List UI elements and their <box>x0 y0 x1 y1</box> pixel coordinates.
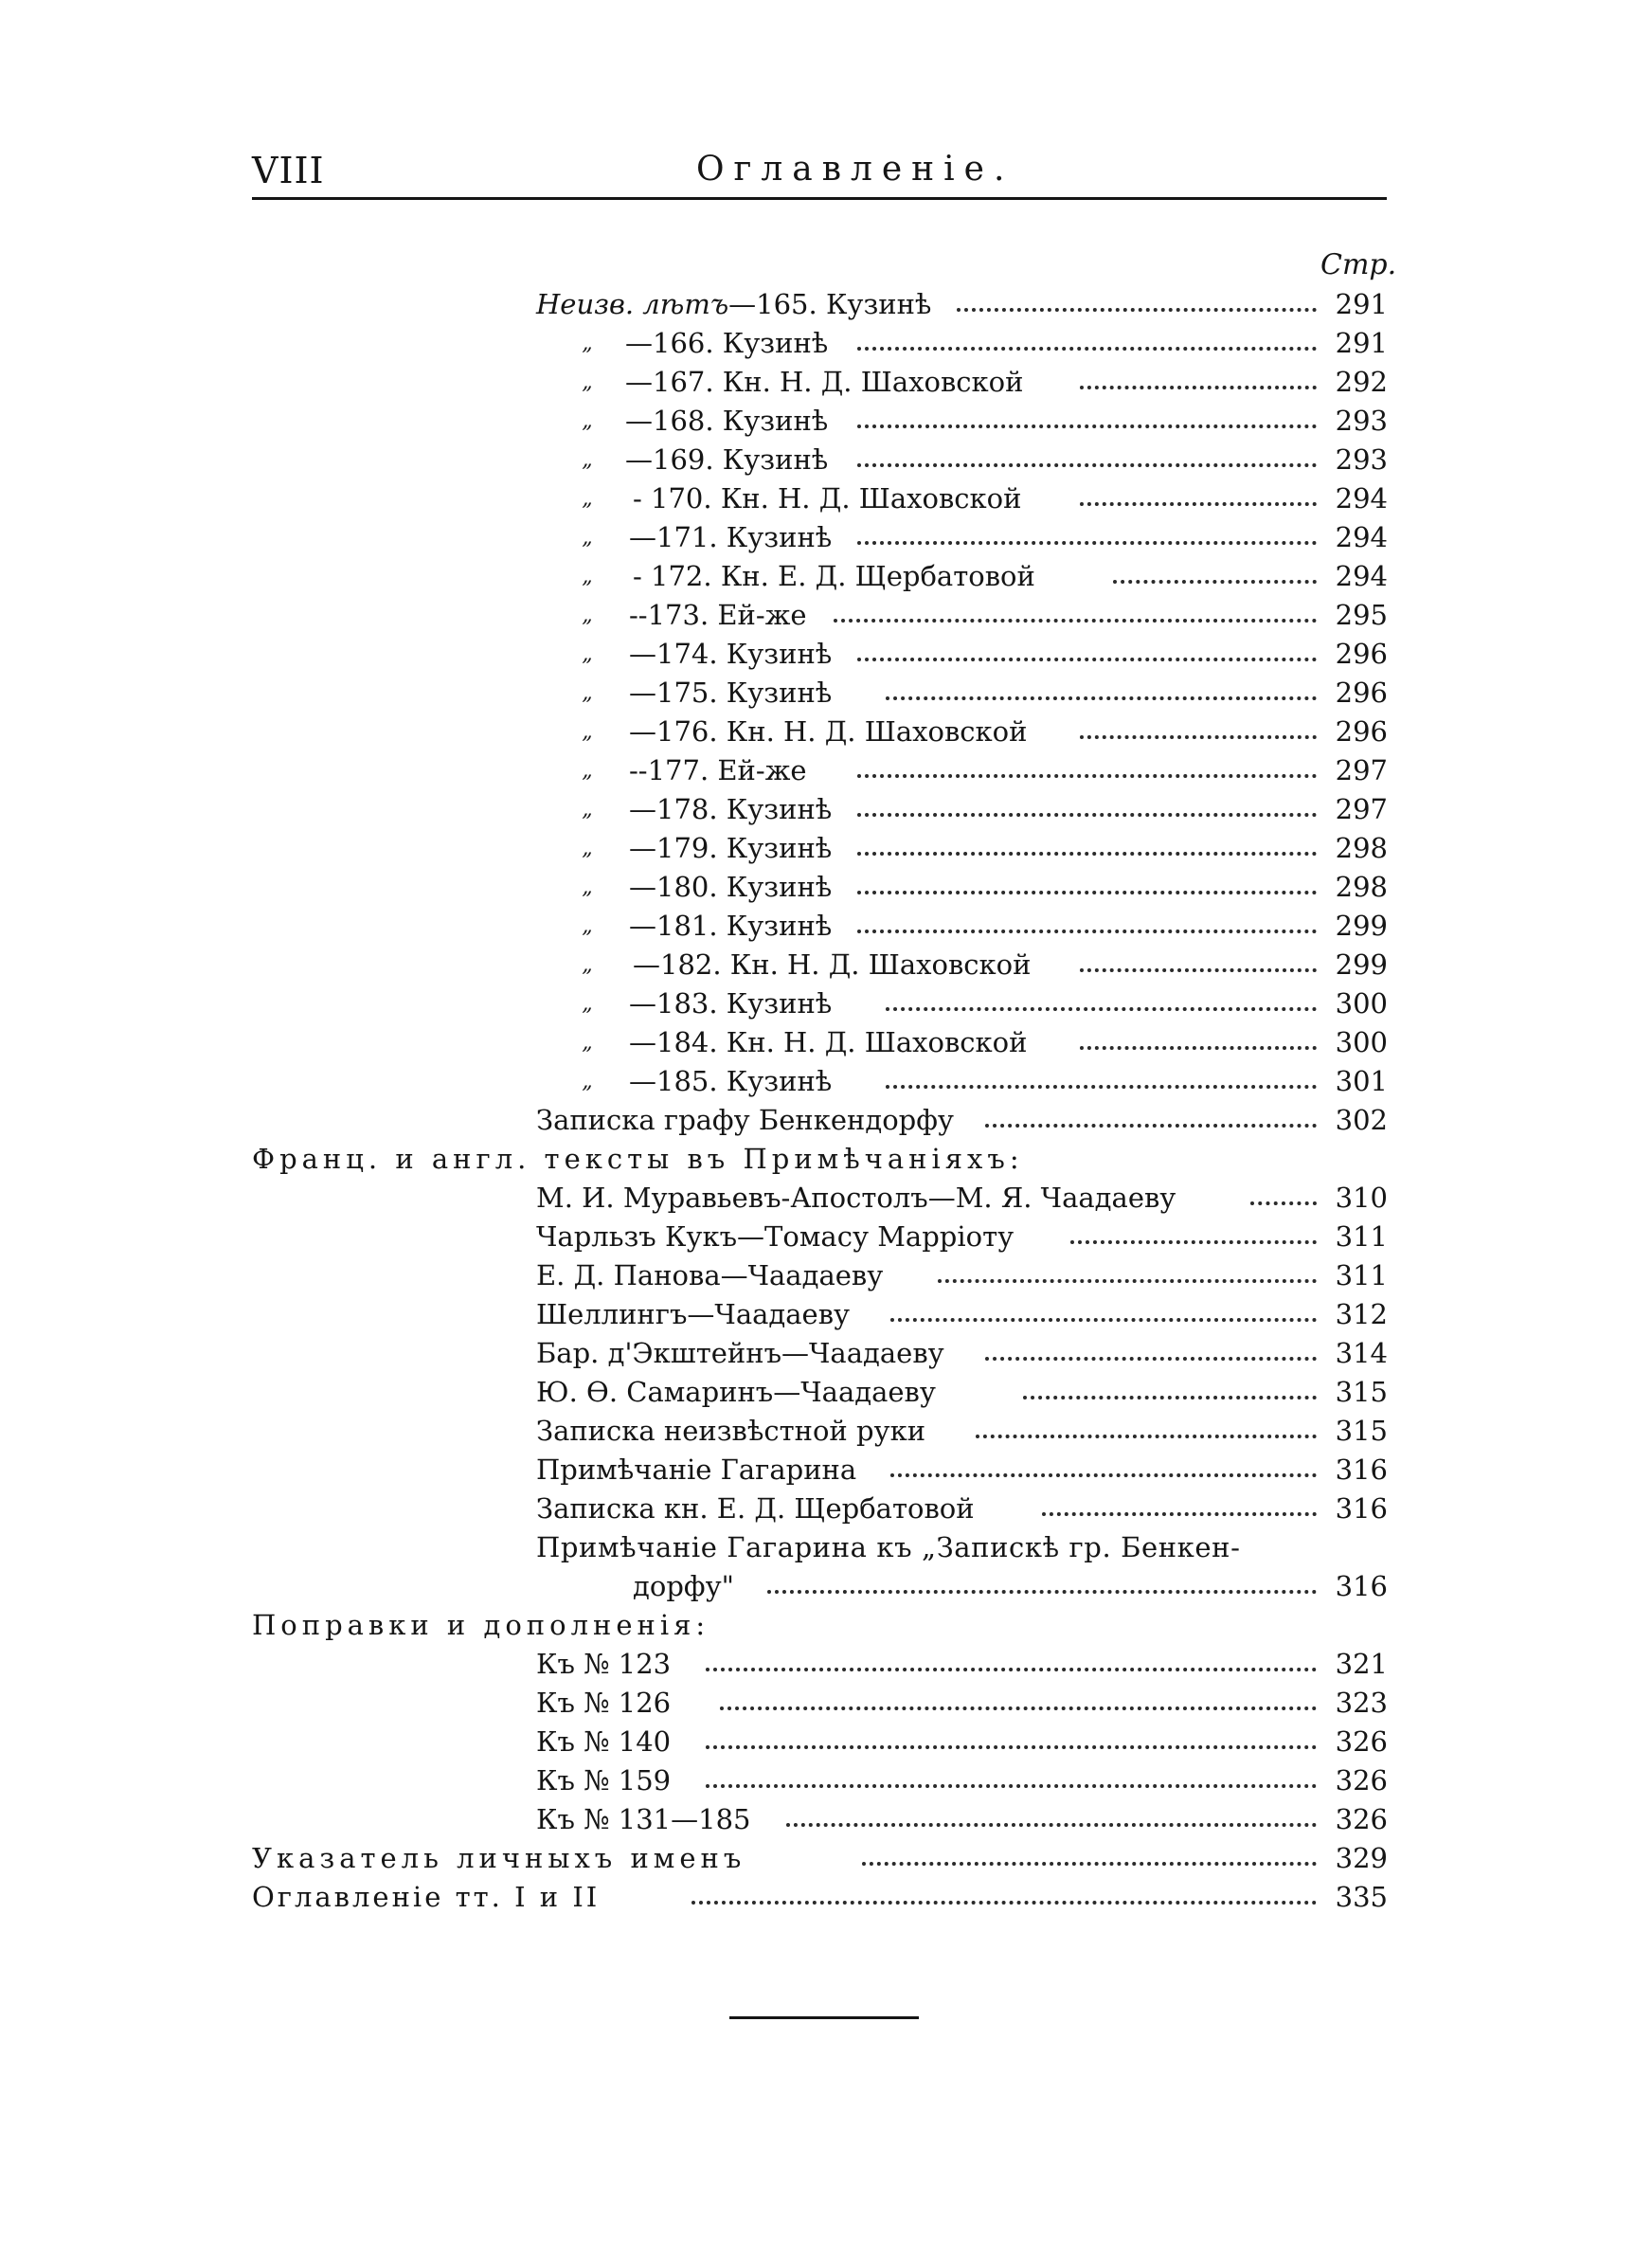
page-number: 302 <box>1335 1104 1388 1136</box>
ditto-mark: „ <box>582 876 593 899</box>
toc-entry-text: —180. Кузинѣ <box>629 871 833 903</box>
dot-leader <box>691 1901 1317 1905</box>
toc-entry-text: Къ № 159 <box>536 1764 672 1797</box>
dot-leader <box>1080 968 1317 972</box>
toc-entry-text: --173. Ей-же <box>629 599 807 631</box>
page-number: 329 <box>1335 1842 1388 1874</box>
dot-leader <box>862 1862 1317 1866</box>
toc-entry-text: - 172. Кн. Е. Д. Щербатовой <box>633 560 1035 592</box>
toc-entry-text: Шеллингъ—Чаадаеву <box>536 1298 851 1330</box>
page-column-label: Стр. <box>1320 248 1397 281</box>
toc-entry-text: —167. Кн. Н. Д. Шаховской <box>625 366 1024 398</box>
toc-entry-text: М. И. Муравьевъ-Апостолъ—М. Я. Чаадаеву <box>536 1182 1176 1214</box>
ditto-mark: „ <box>582 914 593 938</box>
toc-entry-text: Неизв. лѣтъ—165. Кузинѣ <box>536 288 932 320</box>
page-number: 323 <box>1335 1687 1388 1719</box>
closing-rule <box>729 2016 919 2019</box>
toc-entry-text: дорфу" <box>633 1570 734 1602</box>
page-number: 297 <box>1335 754 1388 786</box>
letters-intro: Неизв. лѣтъ <box>536 288 729 320</box>
dot-leader <box>857 347 1317 351</box>
dot-leader <box>886 1085 1317 1089</box>
page-number: 293 <box>1335 405 1388 437</box>
page-number: 316 <box>1335 1454 1388 1486</box>
page-number: 321 <box>1335 1648 1388 1680</box>
toc-entry-text: Записка графу Бенкендорфу <box>536 1104 954 1136</box>
toc-entry-text: Указатель личныхъ именъ <box>252 1842 746 1874</box>
section-heading-corrections: Поправки и дополненія: <box>252 1609 710 1641</box>
ditto-mark: „ <box>582 642 593 666</box>
dot-leader <box>857 930 1317 933</box>
page-number: 298 <box>1335 832 1388 864</box>
toc-entry-text: Къ № 131—185 <box>536 1803 751 1835</box>
dot-leader <box>1113 580 1317 584</box>
dot-leader <box>1080 502 1317 506</box>
page-number: 311 <box>1335 1220 1388 1253</box>
page-number: 294 <box>1335 482 1388 515</box>
toc-entry-text: Записка неизвѣстной руки <box>536 1415 926 1447</box>
toc-entry-text: —185. Кузинѣ <box>629 1065 833 1097</box>
toc-entry-text: —179. Кузинѣ <box>629 832 833 864</box>
ditto-mark: „ <box>582 332 593 355</box>
dot-leader <box>1080 735 1317 739</box>
toc-entry-text: Къ № 123 <box>536 1648 672 1680</box>
dot-leader <box>857 658 1317 661</box>
dot-leader <box>1070 1240 1317 1244</box>
page-number: 301 <box>1335 1065 1388 1097</box>
page-number: 294 <box>1335 521 1388 553</box>
toc-entry-text: --177. Ей-же <box>629 754 807 786</box>
dot-leader <box>890 1473 1317 1477</box>
page-number: 291 <box>1335 288 1388 320</box>
ditto-mark: „ <box>582 953 593 977</box>
dot-leader <box>976 1435 1317 1438</box>
ditto-mark: „ <box>582 759 593 783</box>
ditto-mark: „ <box>582 1031 593 1055</box>
dot-leader <box>985 1357 1317 1361</box>
dot-leader <box>1250 1201 1317 1205</box>
page-number: 315 <box>1335 1376 1388 1408</box>
dot-leader <box>706 1745 1317 1749</box>
page-number: 310 <box>1335 1182 1388 1214</box>
toc-entry-text: Примѣчаніе Гагарина къ „Запискѣ гр. Бенкен- <box>536 1531 1241 1563</box>
toc-entry-text: —168. Кузинѣ <box>625 405 829 437</box>
toc-entry-text: —174. Кузинѣ <box>629 638 833 670</box>
toc-entry-text: Примѣчаніе Гагарина <box>536 1454 857 1486</box>
toc-entry-text: —182. Кн. Н. Д. Шаховской <box>633 948 1032 981</box>
page-number: 326 <box>1335 1764 1388 1797</box>
toc-entry-text: —178. Кузинѣ <box>629 793 833 825</box>
ditto-mark: „ <box>582 526 593 550</box>
ditto-mark: „ <box>582 604 593 627</box>
ditto-mark: „ <box>582 681 593 705</box>
folio-number: VIII <box>252 150 325 191</box>
page-number: 294 <box>1335 560 1388 592</box>
dot-leader <box>720 1706 1317 1710</box>
page-number: 298 <box>1335 871 1388 903</box>
page-number: 314 <box>1335 1337 1388 1369</box>
running-title: Оглавленіе. <box>696 150 1015 189</box>
ditto-mark: „ <box>582 1070 593 1093</box>
dot-leader <box>857 541 1317 545</box>
dot-leader <box>834 619 1317 623</box>
dot-leader <box>706 1784 1317 1788</box>
page-number: 299 <box>1335 910 1388 942</box>
page-number: 335 <box>1335 1881 1388 1913</box>
toc-entry-text: Ю. Ѳ. Самаринъ—Чаадаеву <box>536 1376 936 1408</box>
toc-entry-text: —184. Кн. Н. Д. Шаховской <box>629 1026 1028 1058</box>
dot-leader <box>857 852 1317 856</box>
toc-entry-text: Оглавленіе тт. I и II <box>252 1881 601 1913</box>
toc-entry-text: —181. Кузинѣ <box>629 910 833 942</box>
ditto-mark: „ <box>582 837 593 860</box>
page-number: 326 <box>1335 1803 1388 1835</box>
toc-entry-text: —169. Кузинѣ <box>625 443 829 476</box>
dot-leader <box>957 308 1317 312</box>
dot-leader <box>857 424 1317 428</box>
page-number: 292 <box>1335 366 1388 398</box>
dot-leader <box>706 1668 1317 1671</box>
ditto-mark: „ <box>582 992 593 1016</box>
page-number: 300 <box>1335 987 1388 1020</box>
toc-entry-text: —176. Кн. Н. Д. Шаховской <box>629 715 1028 748</box>
page-number: 296 <box>1335 715 1388 748</box>
ditto-mark: „ <box>582 798 593 822</box>
section-heading-french-texts: Франц. и англ. тексты въ Примѣчаніяхъ: <box>252 1143 1024 1175</box>
dot-leader <box>1042 1512 1317 1516</box>
toc-entry-text: Къ № 140 <box>536 1725 672 1758</box>
toc-entry-text: Чарльзъ Кукъ—Томасу Марріоту <box>536 1220 1015 1253</box>
ditto-mark: „ <box>582 565 593 588</box>
header-rule <box>252 197 1387 200</box>
page-number: 316 <box>1335 1492 1388 1525</box>
toc-entry-text: —166. Кузинѣ <box>625 327 829 359</box>
ditto-mark: „ <box>582 409 593 433</box>
page-number: 315 <box>1335 1415 1388 1447</box>
page-number: 311 <box>1335 1259 1388 1291</box>
ditto-mark: „ <box>582 370 593 394</box>
toc-entry-text: Къ № 126 <box>536 1687 672 1719</box>
ditto-mark: „ <box>582 448 593 472</box>
page-number: 295 <box>1335 599 1388 631</box>
dot-leader <box>1080 386 1317 389</box>
dot-leader <box>857 463 1317 467</box>
toc-entry-text: —175. Кузинѣ <box>629 677 833 709</box>
toc-entry-text: —183. Кузинѣ <box>629 987 833 1020</box>
dot-leader <box>886 1007 1317 1011</box>
page-number: 316 <box>1335 1570 1388 1602</box>
page-number: 299 <box>1335 948 1388 981</box>
dot-leader <box>767 1590 1317 1594</box>
toc-entry-text: - 170. Кн. Н. Д. Шаховской <box>633 482 1022 515</box>
ditto-mark: „ <box>582 487 593 511</box>
dot-leader <box>938 1279 1317 1283</box>
toc-entry-text: —171. Кузинѣ <box>629 521 833 553</box>
page-number: 291 <box>1335 327 1388 359</box>
page-number: 296 <box>1335 677 1388 709</box>
dot-leader <box>857 774 1317 778</box>
ditto-mark: „ <box>582 720 593 744</box>
dot-leader <box>857 813 1317 817</box>
dot-leader <box>857 891 1317 894</box>
page-number: 300 <box>1335 1026 1388 1058</box>
dot-leader <box>1080 1046 1317 1050</box>
dot-leader <box>786 1823 1317 1827</box>
toc-entry-text: Записка кн. Е. Д. Щербатовой <box>536 1492 975 1525</box>
page-number: 326 <box>1335 1725 1388 1758</box>
toc-entry-text: Бар. д'Экштейнъ—Чаадаеву <box>536 1337 944 1369</box>
dot-leader <box>1023 1396 1317 1399</box>
page-number: 312 <box>1335 1298 1388 1330</box>
toc-entry-text: Е. Д. Панова—Чаадаеву <box>536 1259 884 1291</box>
dot-leader <box>886 696 1317 700</box>
dot-leader <box>890 1318 1317 1322</box>
page-number: 296 <box>1335 638 1388 670</box>
dot-leader <box>985 1124 1317 1128</box>
page-number: 297 <box>1335 793 1388 825</box>
page-number: 293 <box>1335 443 1388 476</box>
